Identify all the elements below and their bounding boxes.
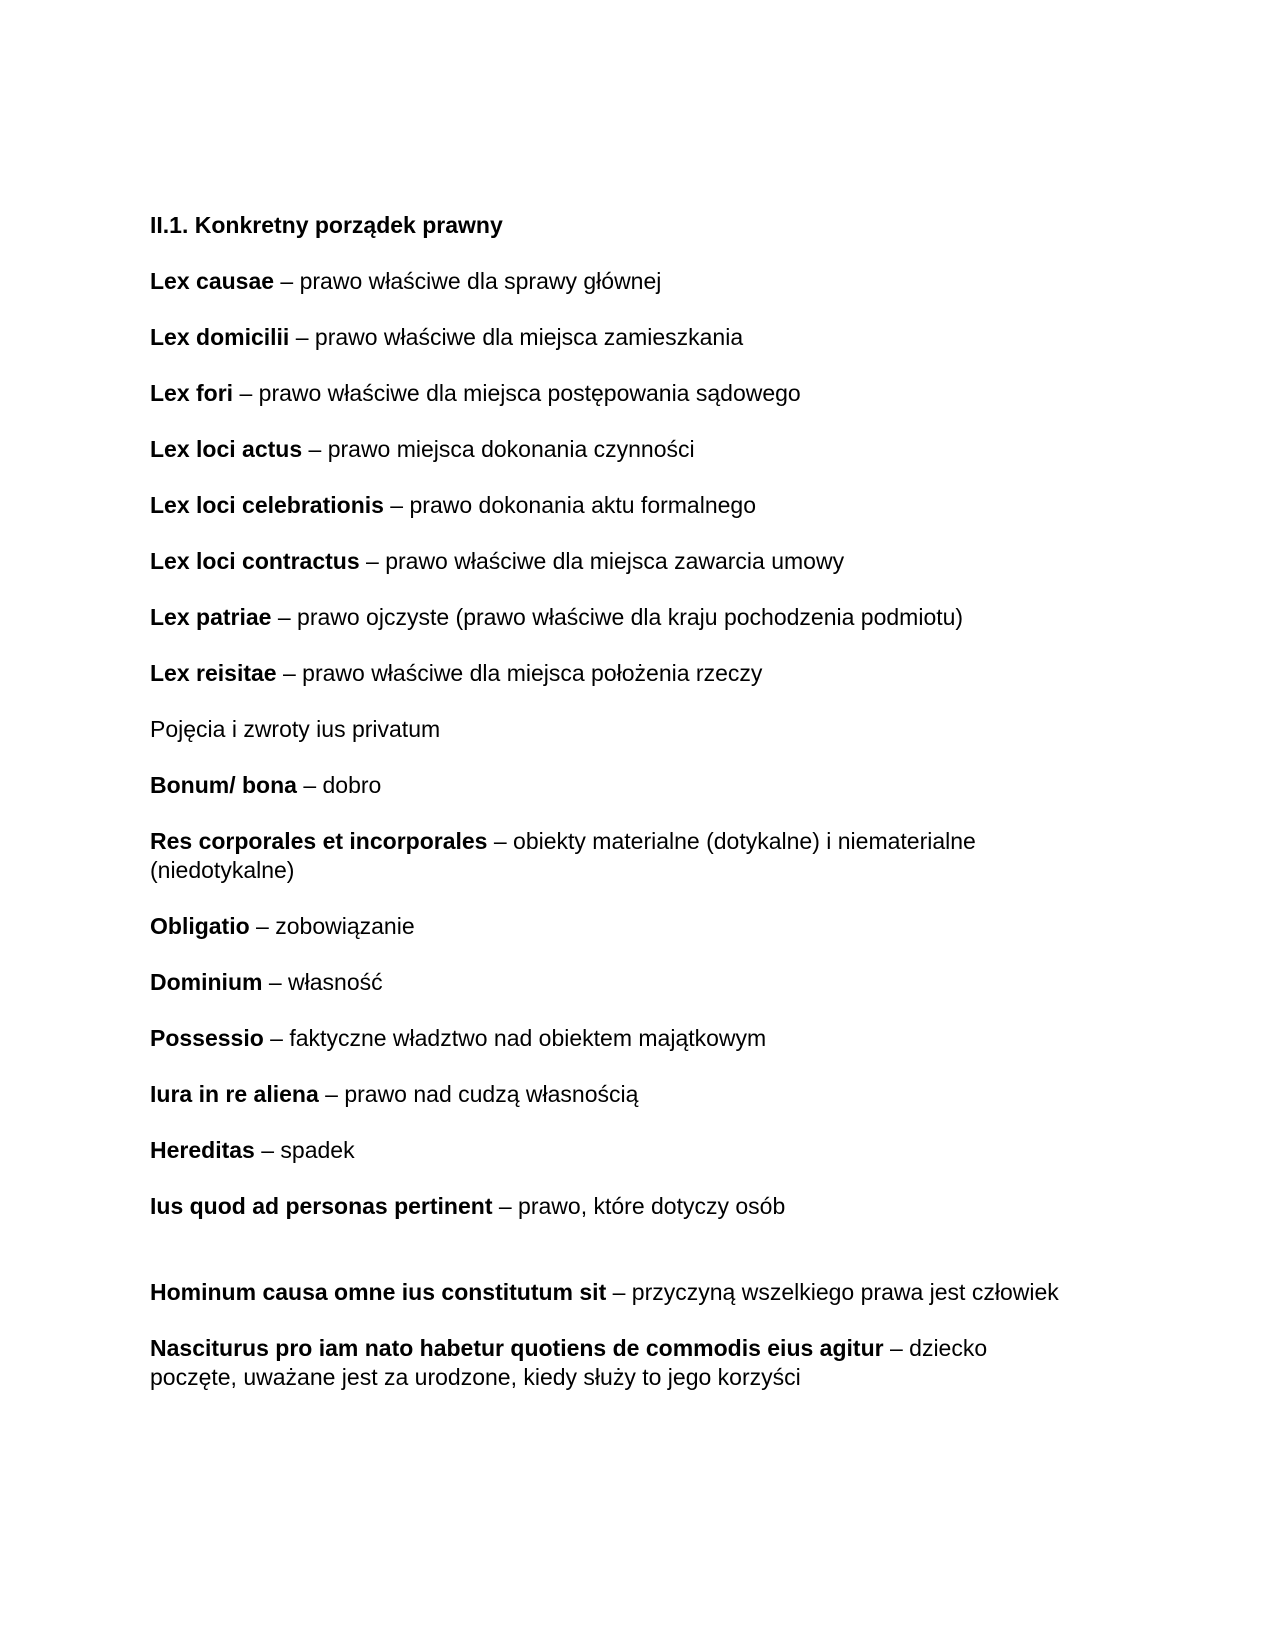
- entry-definition: – dziecko poczęte, uważane jest za urodzone, kiedy służy to jego korzyści: [150, 1335, 988, 1390]
- entry-definition: – prawo właściwe dla miejsca postępowania sądowego: [233, 380, 801, 406]
- section-heading: II.1. Konkretny porządek prawny: [150, 212, 503, 238]
- glossary-entry: [150, 323, 1080, 352]
- entry-term: Lex reisitae: [150, 660, 277, 686]
- entry-definition: – prawo właściwe dla miejsca zamieszkania: [289, 324, 744, 350]
- entry-definition: – obiekty materialne (dotykalne) i niematerialne (niedotykalne): [150, 828, 976, 883]
- glossary-entry: [150, 435, 1080, 464]
- document-content: [150, 211, 1080, 1419]
- entry-definition: – prawo właściwe dla miejsca położenia rzeczy: [276, 660, 763, 686]
- glossary-entry: [150, 603, 1080, 632]
- entry-term: Nasciturus pro iam nato habetur quotiens de commodis eius agitur: [150, 1335, 884, 1361]
- entry-term: Obligatio: [150, 913, 250, 939]
- entry-term: Dominium: [150, 969, 263, 995]
- entry-term: Lex causae: [150, 268, 275, 294]
- glossary-entry: [150, 968, 1080, 997]
- entry-term: Ius quod ad personas pertinent: [150, 1193, 493, 1219]
- glossary-entry: [150, 1334, 1080, 1392]
- entry-definition: – prawo ojczyste (prawo właściwe dla kraju pochodzenia podmiotu): [271, 604, 964, 630]
- glossary-entry: [150, 267, 1080, 296]
- spacer: [150, 1248, 1080, 1278]
- entry-definition: – prawo nad cudzą własnością: [318, 1081, 639, 1107]
- entry-term: Lex loci contractus: [150, 548, 360, 574]
- glossary-entry: [150, 1192, 1080, 1221]
- glossary-entry: [150, 1024, 1080, 1053]
- glossary-entry: [150, 1080, 1080, 1109]
- entry-definition: – dobro: [296, 772, 382, 798]
- entry-definition: – zobowiązanie: [249, 913, 415, 939]
- entry-definition: – własność: [262, 969, 383, 995]
- glossary-entry: [150, 912, 1080, 941]
- entry-term: Bonum/ bona: [150, 772, 297, 798]
- glossary-entry: [150, 1136, 1080, 1165]
- glossary-entry: [150, 1278, 1080, 1307]
- entry-term: Hereditas: [150, 1137, 255, 1163]
- entry-term: Hominum causa omne ius constitutum sit: [150, 1279, 607, 1305]
- entry-term: Lex fori: [150, 380, 234, 406]
- entry-definition: – przyczyną wszelkiego prawa jest człowiek: [606, 1279, 1059, 1305]
- entry-term: Lex domicilii: [150, 324, 290, 350]
- entry-term: Lex loci actus: [150, 436, 303, 462]
- glossary-entry: [150, 491, 1080, 520]
- entry-definition: – spadek: [254, 1137, 355, 1163]
- glossary-entry: [150, 771, 1080, 800]
- subsection-heading: Pojęcia i zwroty ius privatum: [150, 716, 441, 742]
- entry-term: Lex patriae: [150, 604, 272, 630]
- glossary-entry: [150, 659, 1080, 688]
- entry-term: Possessio: [150, 1025, 264, 1051]
- entry-definition: – prawo, które dotyczy osób: [492, 1193, 786, 1219]
- glossary-entry: [150, 547, 1080, 576]
- entry-definition: – prawo właściwe dla sprawy głównej: [274, 268, 662, 294]
- entry-definition: – prawo właściwe dla miejsca zawarcia umowy: [359, 548, 845, 574]
- entry-term: Iura in re aliena: [150, 1081, 319, 1107]
- entry-definition: – prawo dokonania aktu formalnego: [383, 492, 756, 518]
- glossary-entry: [150, 379, 1080, 408]
- glossary-entry: [150, 827, 1080, 885]
- entry-term: Lex loci celebrationis: [150, 492, 384, 518]
- entry-definition: – faktyczne władztwo nad obiektem majątkowym: [263, 1025, 767, 1051]
- entry-definition: – prawo miejsca dokonania czynności: [302, 436, 695, 462]
- entry-term: Res corporales et incorporales: [150, 828, 488, 854]
